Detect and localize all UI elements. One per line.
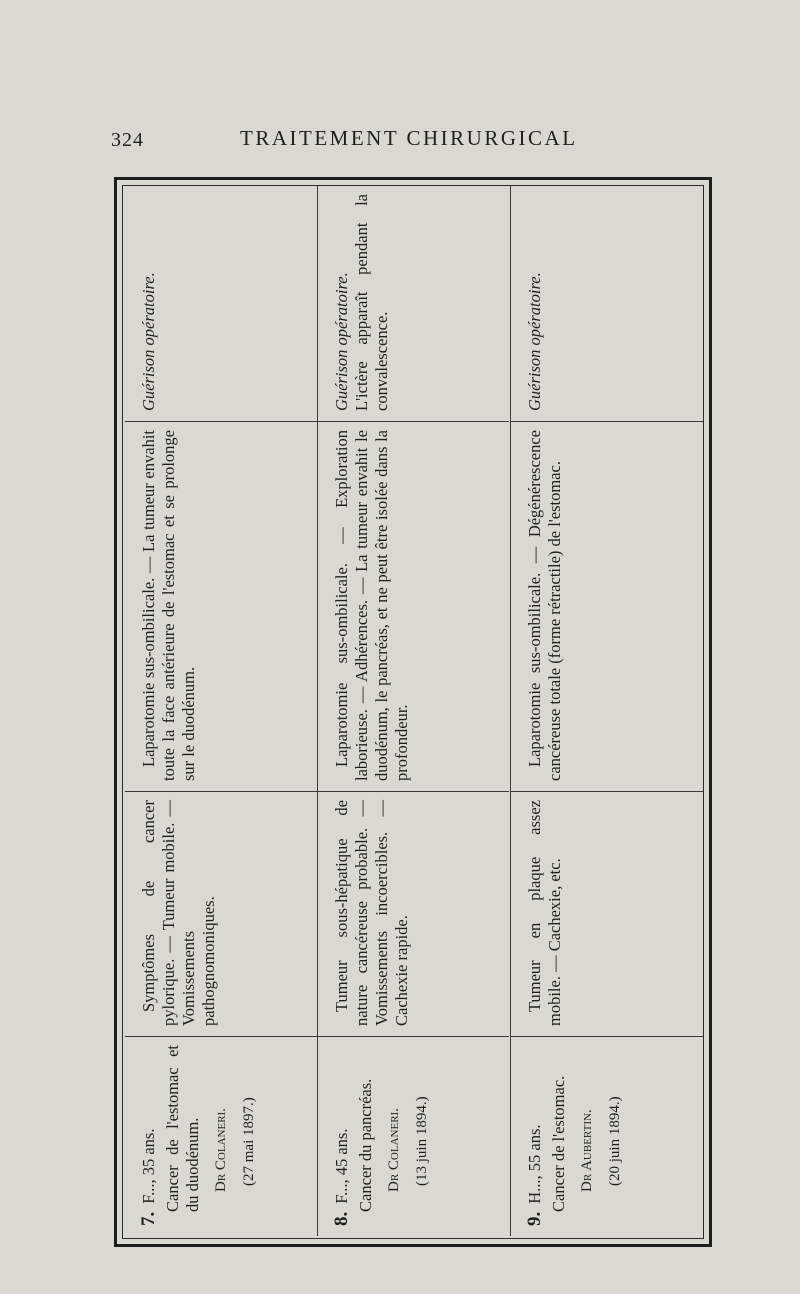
symptoms-cell	[511, 791, 703, 1036]
result-note: L'ictère apparaît pendant la convalescence.	[352, 194, 391, 411]
diagnosis: Cancer du pancréas.	[356, 1078, 375, 1212]
case-date: (20 juin 1894.)	[607, 1096, 623, 1186]
result-text: Guérison opératoire.	[525, 272, 544, 411]
patient-cell	[125, 1036, 317, 1236]
table-row	[125, 186, 317, 1236]
symptoms-text: Symptômes de cancer pylorique. — Tumeur mobile. — Vomissements pathognomoniques.	[139, 800, 218, 1026]
symptoms-cell	[318, 791, 509, 1036]
patient-info: F..., 35 ans.	[139, 1128, 158, 1204]
result-text: Guérison opératoire.	[139, 272, 158, 411]
operation-cell	[318, 421, 509, 791]
patient-cell	[318, 1036, 509, 1236]
symptoms-text: Tumeur sous-hépatique de nature cancéreuse probable. — Vomissements incoercibles. — Cachexie rapide.	[332, 800, 411, 1026]
symptoms-text: Tumeur en plaque assez mobile. — Cachexie, etc.	[525, 800, 564, 1026]
case-number: 7.	[138, 1211, 159, 1226]
author: Dr Colaneri.	[386, 1108, 402, 1192]
page-number: 324	[111, 129, 144, 151]
case-date: (13 juin 1894.)	[414, 1096, 430, 1186]
patient-cell	[511, 1036, 703, 1236]
running-title: TRAITEMENT CHIRURGICAL	[240, 126, 578, 150]
patient-info: F..., 45 ans.	[332, 1128, 351, 1204]
operation-text: Laparotomie sus-ombilicale. — Dégénérescence cancéreuse totale (forme rétractile) de l'estomac.	[525, 430, 564, 781]
result-cell	[125, 186, 317, 421]
case-number: 9.	[524, 1211, 545, 1226]
case-table	[125, 186, 703, 1236]
author: Dr Colaneri.	[213, 1108, 229, 1192]
patient-info: H..., 55 ans.	[525, 1124, 544, 1204]
author: Dr Aubertin.	[579, 1109, 595, 1192]
result-cell	[511, 186, 703, 421]
symptoms-cell	[125, 791, 317, 1036]
diagnosis: Cancer de l'estomac et du duodénum.	[163, 1045, 202, 1212]
operation-text: Laparotomie sus-ombilicale. — Exploration laborieuse. — Adhérences. — La tumeur envahit le duodénum, le pancréas, et ne peut être isolée dans la profondeur.	[332, 430, 411, 781]
result-cell	[318, 186, 509, 421]
table-row	[510, 186, 703, 1236]
table-row	[317, 186, 509, 1236]
operation-text: Laparotomie sus-ombilicale. — La tumeur envahit toute la face antérieure de l'estomac et se prolonge sur le duodénum.	[139, 430, 198, 781]
case-date: (27 mai 1897.)	[241, 1097, 257, 1186]
operation-cell	[125, 421, 317, 791]
operation-cell	[511, 421, 703, 791]
diagnosis: Cancer de l'estomac.	[549, 1075, 568, 1212]
result-text: Guérison opératoire.	[332, 272, 351, 411]
case-number: 8.	[331, 1211, 352, 1226]
